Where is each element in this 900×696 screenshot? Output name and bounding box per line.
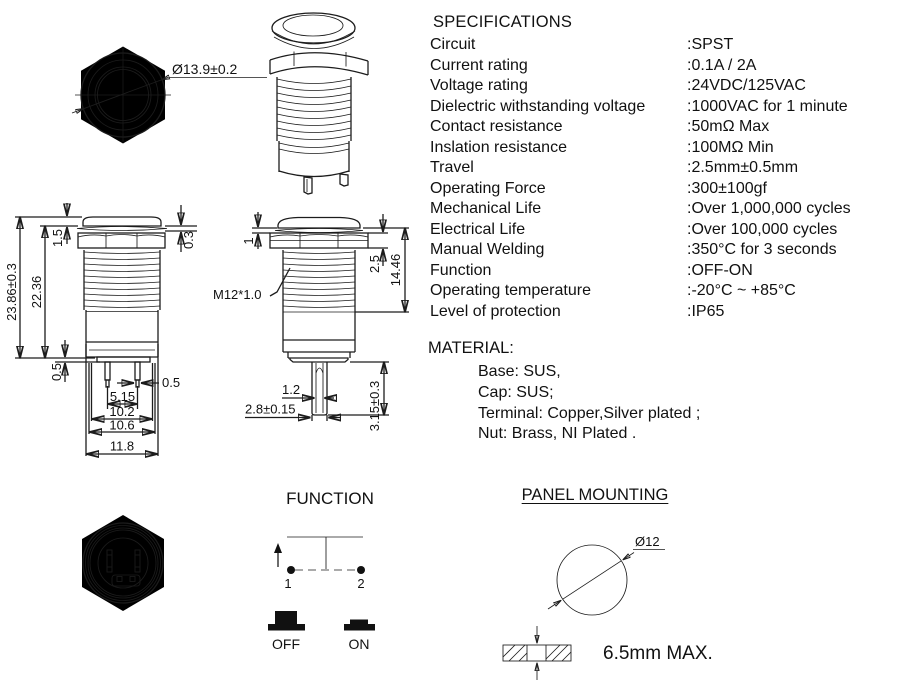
mounting-hole	[548, 545, 665, 615]
dim-pin-spacing: 5.15	[109, 389, 136, 404]
dim-pin-width: 0.5	[162, 375, 181, 390]
spec-row	[430, 281, 895, 302]
material-line: Base: SUS,	[478, 363, 561, 380]
spec-label: Level of protection	[430, 302, 561, 320]
specifications-title: SPECIFICATIONS	[433, 13, 573, 31]
spec-row	[430, 76, 895, 97]
dim-thread-spec: M12*1.0	[213, 287, 262, 302]
panel-mounting-title: PANEL MOUNTING	[521, 486, 669, 504]
hole-diameter-label: Ø12	[635, 534, 660, 549]
spec-value: :IP65	[687, 302, 725, 320]
dim-cap-diameter: Ø13.9±0.2	[172, 61, 238, 77]
spec-value: :Over 100,000 cycles	[687, 220, 838, 238]
dim-base-width-1: 10.2	[109, 404, 135, 419]
spec-row	[430, 240, 895, 261]
hex-nut-outline	[75, 47, 171, 144]
material-line: Cap: SUS;	[478, 383, 554, 401]
spec-row	[430, 220, 895, 241]
material-section	[428, 339, 700, 445]
dim-thread-length: 14.46	[388, 253, 403, 287]
spec-row	[430, 117, 895, 138]
dim-ring-height: 0.3	[181, 230, 196, 250]
dim-nut-height: 2.5	[367, 254, 382, 274]
spec-value: :300±100gf	[687, 179, 767, 197]
bottom-view-drawing	[70, 505, 185, 620]
specifications-section	[430, 13, 895, 322]
spec-row	[430, 199, 895, 220]
perspective-view-drawing	[250, 5, 420, 195]
spec-label: Circuit	[430, 36, 476, 53]
off-label: OFF	[272, 636, 300, 652]
spec-value: :24VDC/125VAC	[687, 77, 806, 94]
on-label: ON	[348, 636, 370, 652]
material-title: MATERIAL:	[428, 339, 514, 357]
spec-label: Contact resistance	[430, 118, 563, 135]
dim-stem-width: 2.8±0.15	[245, 401, 296, 417]
dim-cap-height: 1.5	[50, 228, 65, 248]
material-line: Terminal: Copper,Silver plated ;	[478, 404, 701, 422]
dim-ring-height: 1	[241, 237, 256, 245]
terminal-1-label: 1	[284, 576, 292, 591]
function-title: FUNCTION	[286, 489, 374, 508]
top-view-drawing	[30, 10, 280, 170]
spec-value: :0.1A / 2A	[687, 56, 757, 74]
spec-label: Current rating	[430, 56, 528, 74]
dim-stem-inner: 1.2	[282, 382, 301, 397]
spec-value: :50mΩ Max	[687, 118, 770, 135]
spec-value: :SPST	[687, 36, 734, 53]
spec-row	[430, 35, 895, 56]
spec-row	[430, 56, 895, 77]
terminal-2-label: 2	[357, 576, 365, 591]
spec-row	[430, 261, 895, 282]
spec-value: :100MΩ Min	[687, 138, 774, 156]
spec-label: Inslation resistance	[430, 138, 567, 156]
spec-label: Operating temperature	[430, 282, 591, 299]
panel-thickness-label: 6.5mm MAX.	[603, 643, 713, 664]
spec-value: :OFF-ON	[687, 261, 753, 279]
function-diagram	[258, 523, 383, 663]
spec-label: Operating Force	[430, 179, 546, 197]
spec-row	[430, 138, 895, 159]
spec-label: Manual Welding	[430, 241, 545, 258]
dim-pin-offset: 0.5	[49, 362, 64, 382]
dim-base-width-3: 11.8	[109, 438, 135, 454]
spec-value: :-20°C ~ +85°C	[687, 282, 796, 299]
spec-label: Mechanical Life	[430, 200, 542, 217]
spec-value: :350°C for 3 seconds	[687, 241, 837, 258]
dim-base-width-2: 10.6	[109, 417, 135, 433]
switch-3d-body	[270, 13, 368, 194]
dim-total-height: 23.86±0.3	[4, 263, 19, 321]
spec-value: :1000VAC for 1 minute	[687, 97, 848, 115]
panel-mounting-diagram	[495, 525, 755, 690]
spec-value: :2.5mm±0.5mm	[687, 159, 799, 176]
off-button-icon	[268, 611, 305, 631]
spec-label: Voltage rating	[430, 77, 528, 94]
front-view-left-drawing	[5, 200, 205, 465]
panel-cross-section	[503, 626, 571, 680]
material-line: Nut: Brass, NI Plated .	[478, 425, 637, 443]
dim-body-height: 22.36	[29, 275, 44, 309]
spec-label: Electrical Life	[430, 220, 526, 238]
hex-bottom-outline	[82, 515, 164, 611]
dim-stem-length: 3.15±0.3	[367, 380, 382, 432]
spec-row	[430, 302, 895, 323]
front-view-middle-drawing	[200, 200, 415, 465]
spec-label: Dielectric withstanding voltage	[430, 97, 646, 115]
spec-label: Function	[430, 261, 492, 279]
on-button-icon	[344, 620, 375, 631]
switch-schematic	[274, 537, 365, 574]
spec-value: :Over 1,000,000 cycles	[687, 200, 851, 217]
spec-label: Travel	[430, 159, 474, 176]
spec-row	[430, 97, 895, 118]
spec-row	[430, 158, 895, 179]
spec-row	[430, 179, 895, 200]
